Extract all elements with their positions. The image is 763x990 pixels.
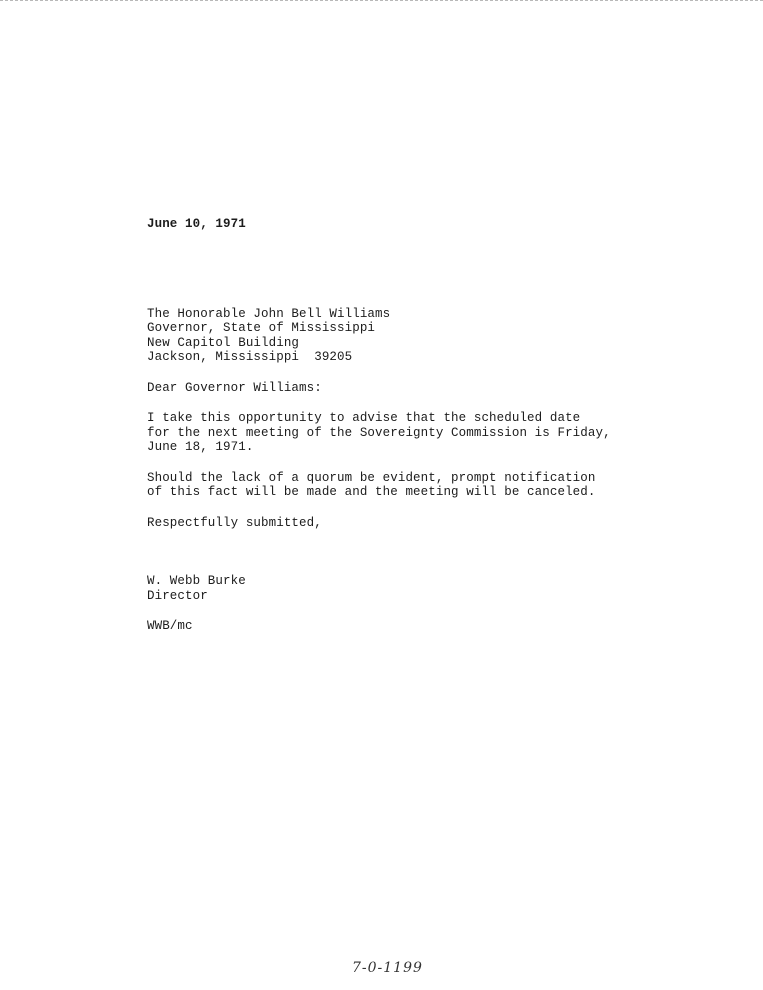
signer-title: Director <box>147 588 208 603</box>
address-line-title: Governor, State of Mississippi <box>147 321 376 335</box>
letter-body <box>147 217 627 634</box>
signer-name: W. Webb Burke <box>147 574 246 588</box>
signature-block <box>147 574 627 603</box>
page-top-border <box>0 0 763 1</box>
paragraph-line: I take this opportunity to advise that the scheduled date <box>147 411 581 425</box>
paragraph-quorum <box>147 471 627 500</box>
salutation: Dear Governor Williams: <box>147 380 322 395</box>
typist-initials: WWB/mc <box>147 619 193 633</box>
recipient-address <box>147 307 627 365</box>
address-line-building: New Capitol Building <box>147 335 300 350</box>
paragraph-line: June 18, 1971. <box>147 440 254 454</box>
address-line-name: The Honorable John Bell Williams <box>147 306 391 321</box>
address-line-city: Jackson, Mississippi 39205 <box>147 350 353 364</box>
closing: Respectfully submitted, <box>147 515 322 530</box>
paragraph-line: Should the lack of a quorum be evident, prompt notification <box>147 470 596 485</box>
letter-date: June 10, 1971 <box>147 217 246 231</box>
paragraph-meeting-date <box>147 411 627 455</box>
paragraph-line: for the next meeting of the Sovereignty Commission is Friday, <box>147 425 611 440</box>
handwritten-document-number: 7-0-1199 <box>352 960 423 976</box>
paragraph-line: of this fact will be made and the meeting will be canceled. <box>147 485 596 499</box>
